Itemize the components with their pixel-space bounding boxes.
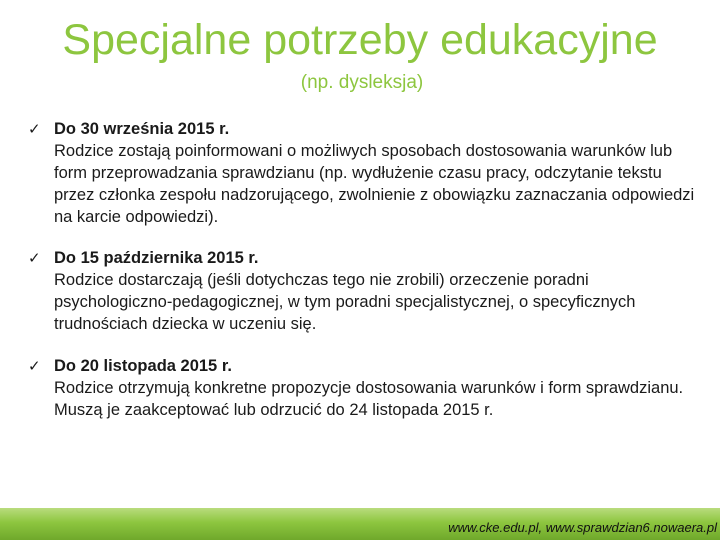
subtitle-text: (np. dysleksja) bbox=[300, 72, 424, 93]
item-text: Rodzice zostają poinformowani o możliwych sposobach dostosowania warunków lub form przeprowadzania sprawdzianu (np. wydłużenie czasu pracy, odczytanie tekstu przez członka zespołu nadzorującego, zwolnienie z obowiązku zaznaczania odpowiedzi na karcie odpowiedzi). bbox=[54, 142, 695, 226]
list-item bbox=[28, 118, 698, 228]
item-text: Rodzice dostarczają (jeśli dotychczas tego nie zrobili) orzeczenie poradni psychologiczno-pedagogicznej, w tym poradni specjalistycznej, o specyficznych trudnościach dziecka w uczeniu się. bbox=[54, 271, 636, 333]
item-date: Do 30 września 2015 r. bbox=[54, 120, 230, 138]
page-title: Specjalne potrzeby edukacyjne bbox=[62, 16, 658, 64]
footer-links: www.cke.edu.pl, www.sprawdzian6.nowaera.pl bbox=[448, 520, 717, 535]
page-subtitle bbox=[0, 70, 720, 96]
item-text: Rodzice otrzymują konkretne propozycje dostosowania warunków i form sprawdzianu. Muszą je zaakceptować lub odrzucić do 24 listopada 2015 r. bbox=[54, 379, 684, 419]
checkmark-icon: ✓ bbox=[28, 120, 41, 138]
item-date: Do 20 listopada 2015 r. bbox=[54, 357, 232, 375]
checkmark-icon: ✓ bbox=[28, 249, 41, 267]
list-item bbox=[28, 247, 698, 335]
list-item bbox=[28, 355, 698, 421]
footer-bar bbox=[0, 508, 720, 540]
item-date: Do 15 października 2015 r. bbox=[54, 249, 259, 267]
checkmark-icon: ✓ bbox=[28, 357, 41, 375]
